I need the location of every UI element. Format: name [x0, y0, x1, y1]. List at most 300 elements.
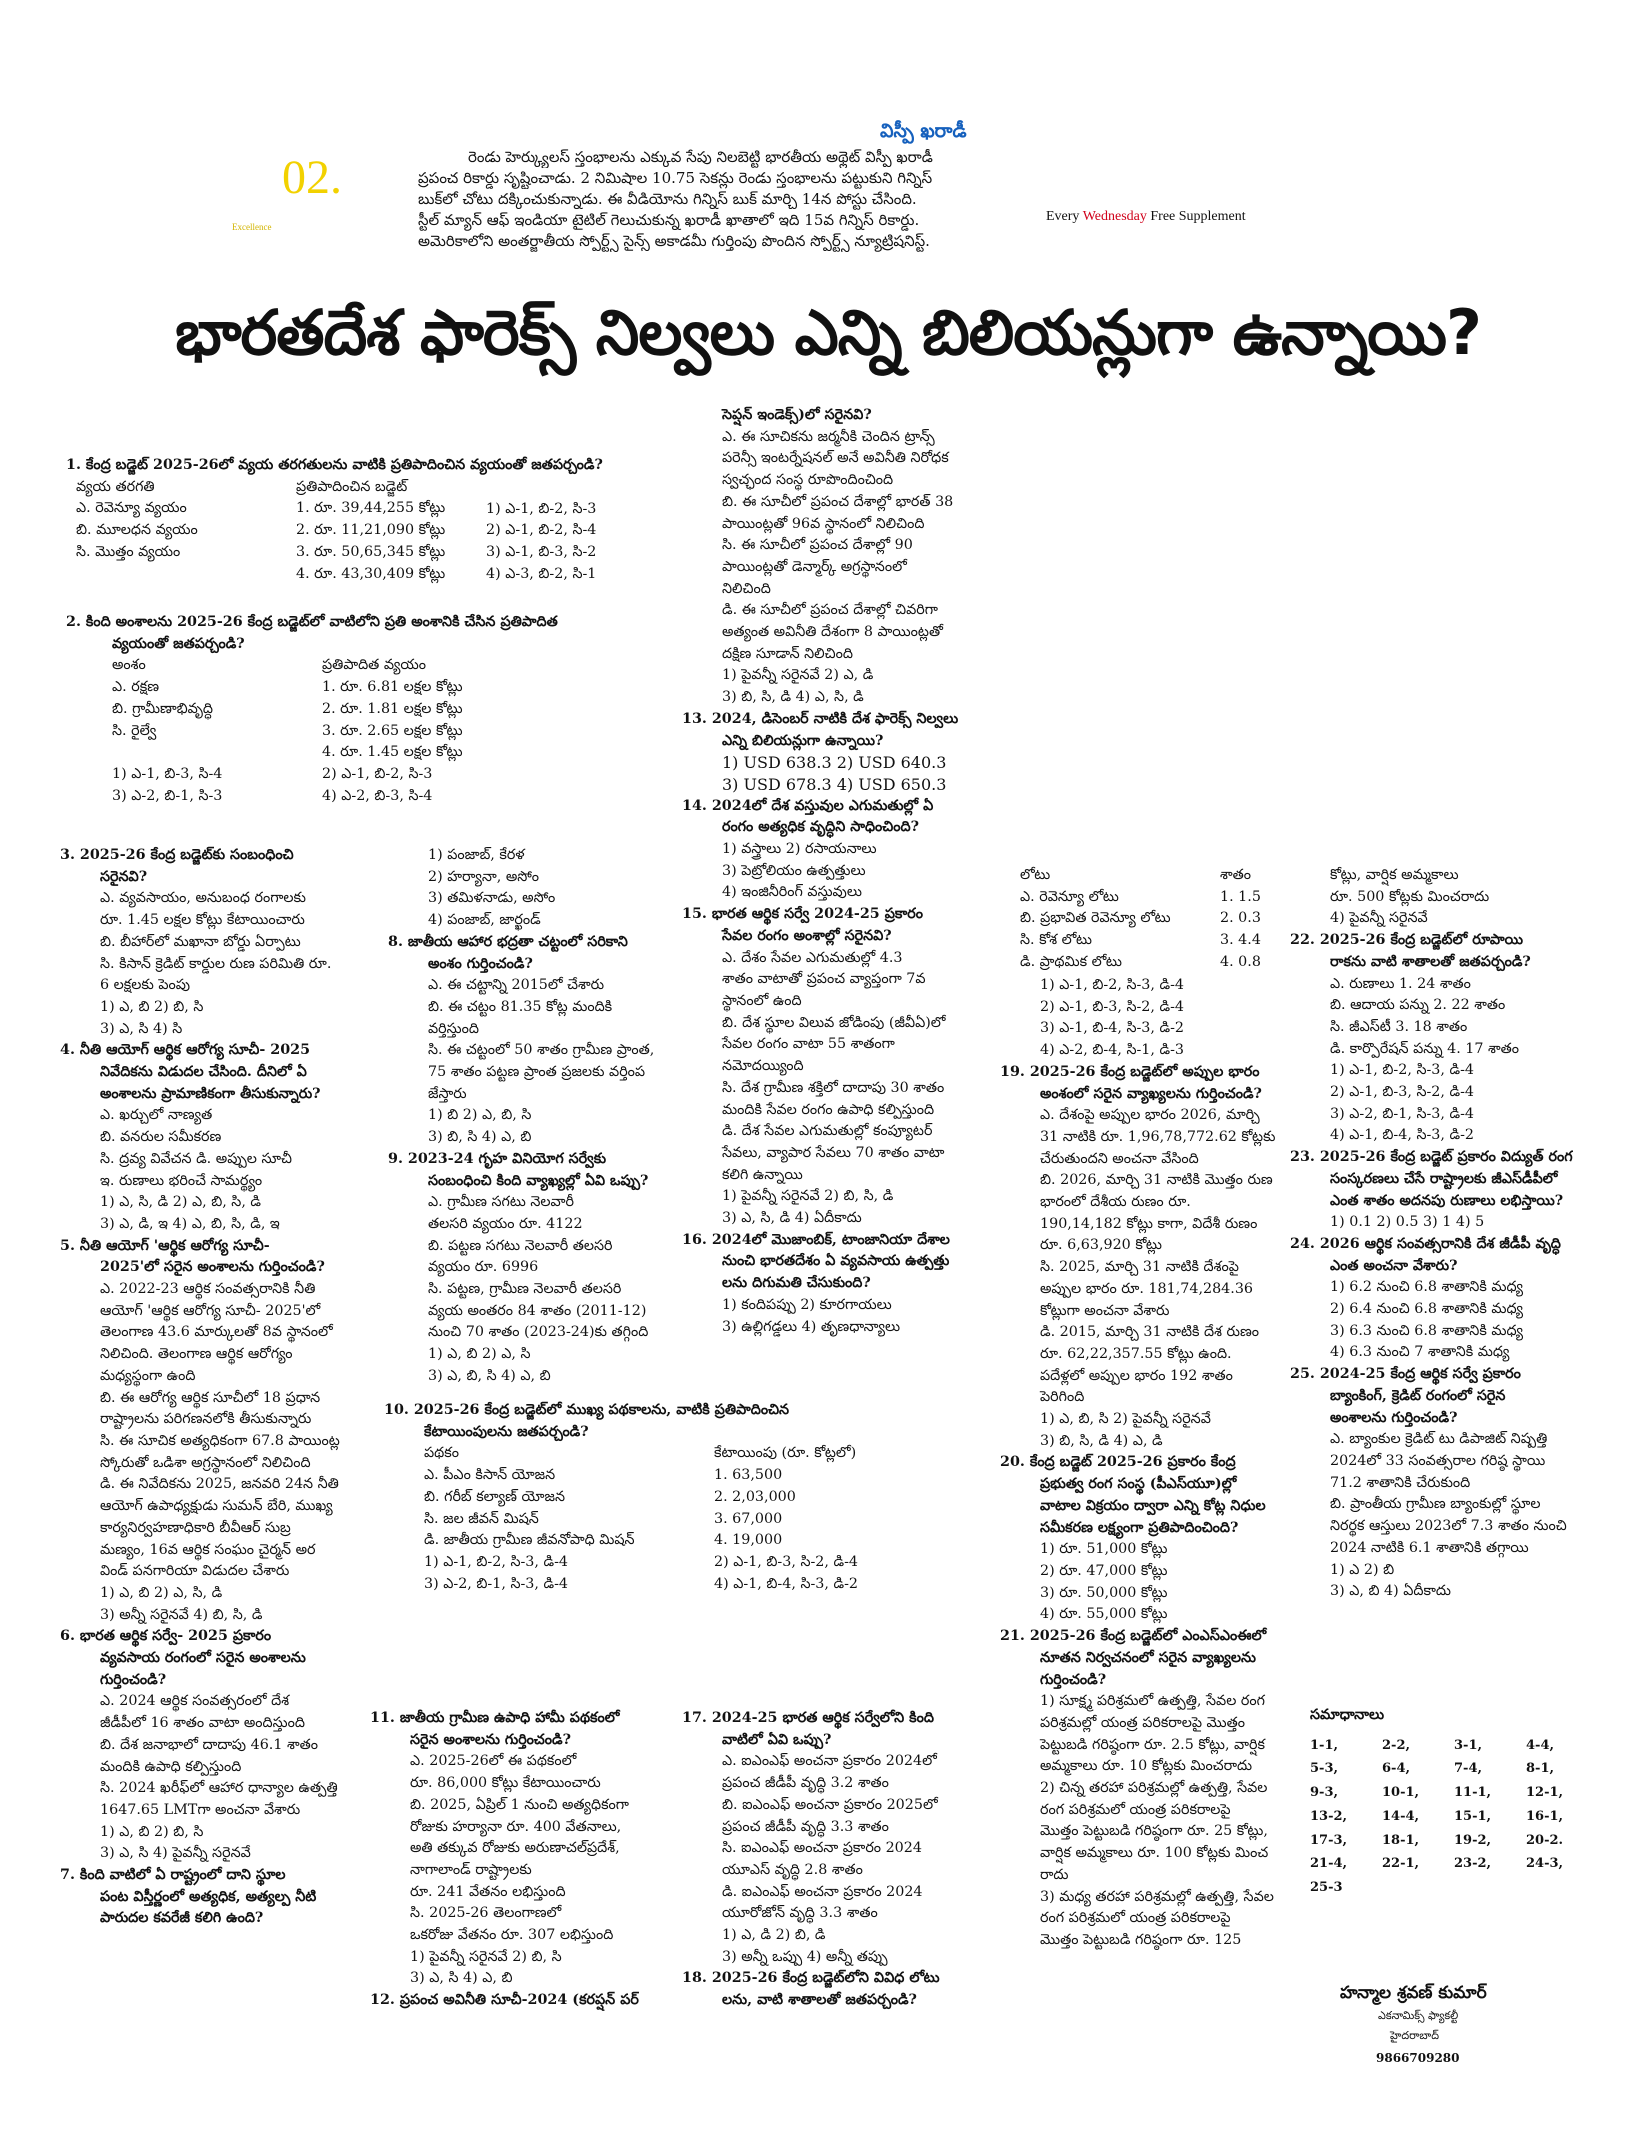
question-line: అంశాలను ప్రామాణికంగా తీసుకున్నారు?	[100, 1085, 321, 1102]
option-line: బి. ఈ చట్టం 81.35 కోట్ల మందికి	[428, 998, 613, 1015]
answer-item: 25-3	[1310, 1879, 1343, 1895]
question-line: నుంచి భారతదేశం ఏ వ్యవసాయ ఉత్పత్తు	[722, 1253, 950, 1270]
profile-line: ప్రపంచ రికార్డు సృష్టించాడు. 2 నిమిషాల 10.75 సెకన్లు రెండు స్తంభాలను పట్టుకుని గిన్నిస్	[418, 169, 933, 187]
option-line: 1) ఎ, బి 2) ఎ, సి, డి	[100, 1584, 223, 1601]
question-2	[66, 612, 666, 807]
option-line: 1) ఎ, సి, డి 2) ఎ, బి, సి, డి	[100, 1194, 262, 1211]
supplement-day: Wednesday	[1082, 209, 1147, 224]
profile-line: అమెరికాలోని అంతర్జాతీయ స్పోర్ట్స్ సైన్స్ అకాడమీ గుర్తింపు పొందిన స్పోర్ట్స్ న్యూట్రిషనిస్ట్.	[418, 232, 930, 250]
option-line: బి. ఈ ఆరోగ్య ఆర్థిక సూచీలో 18 ప్రధాన	[100, 1389, 321, 1406]
q1-option: 2) ఎ-1, బి-2, సి-4	[486, 522, 597, 539]
option-line: నమోదయ్యింది	[722, 1058, 804, 1075]
option-line: మణ్యం, 16వ ఆర్థిక సంఘం చైర్మన్ అర	[100, 1541, 316, 1558]
author-phone: 9866709280	[1376, 2051, 1460, 2065]
option-line: వర్తిస్తుంది	[428, 1020, 479, 1037]
question-line: గుర్తించండి?	[100, 1671, 167, 1688]
question-1-text: 1. కేంద్ర బడ్జెట్ 2025-26లో వ్యయ తరగతులను వాటికి ప్రతిపాదించిన వ్యయంతో జతపర్చండి?	[66, 457, 603, 473]
question-2-text: 2. కింది అంశాలను 2025-26 కేంద్ర బడ్జెట్‌లో వాటిలోని ప్రతి అంశానికి చేసిన ప్రతిపాదిత	[66, 614, 558, 630]
q1-left-item: బి. మూలధన వ్యయం	[76, 522, 198, 539]
question-10-text: 10. 2025-26 కేంద్ర బడ్జెట్‌లో ముఖ్య పథకాలను, వాటికి ప్రతిపాదించిన	[384, 1402, 790, 1418]
option-line: సి. ద్రవ్య వివేచన డి. అప్పుల సూచీ	[100, 1150, 293, 1167]
option-line: రూ. 86,000 కోట్లు కేటాయించారు	[410, 1775, 601, 1792]
option-line: సి. 2025-26 తెలంగాణలో	[410, 1905, 562, 1922]
q18-row-value: 2. 0.3	[1220, 910, 1261, 927]
question-line: 8. జాతీయ ఆహార భద్రతా చట్టంలో సరికాని	[388, 933, 628, 950]
answers-grid	[1310, 1735, 1600, 1899]
option-line: తెలంగాణ 43.6 మార్కులతో 8వ స్థానంలో	[100, 1324, 333, 1341]
q2-left-column	[112, 655, 322, 764]
option-line: 2) ఎ-1, బి-3, సి-2, డి-4	[1040, 998, 1184, 1015]
option-line: ఎ. వ్యవసాయం, అనుబంధ రంగాలకు	[100, 890, 306, 907]
answer-item: 4-4,	[1526, 1737, 1555, 1753]
option-line: పదేళ్లలో అప్పుల భారం 192 శాతం	[1040, 1367, 1233, 1384]
answer-item: 11-1,	[1454, 1785, 1492, 1801]
question-line: 6. భారత ఆర్థిక సర్వే- 2025 ప్రకారం	[60, 1628, 272, 1645]
option-line: డి. ఐఎంఎఫ్ అంచనా ప్రకారం 2024	[722, 1883, 923, 1900]
option-line: బి. బీహార్‌లో మఖానా బోర్డు ఏర్పాటు	[100, 933, 301, 950]
option-line: ఎ. ఈ చట్టాన్ని 2015లో చేశారు	[428, 977, 605, 994]
option-line: అత్యంత అవినీతి దేశంగా 8 పాయింట్లతో	[722, 624, 943, 641]
option-line: 3) ఎ, బి, సి 4) ఎ, బి	[428, 1367, 551, 1384]
q1-left-item: ఎ. రెవెన్యూ వ్యయం	[76, 500, 187, 517]
q2-right-item: 1. రూ. 6.81 లక్షల కోట్లు	[322, 679, 463, 696]
option-line: అప్పుల భారం రూ. 181,74,284.36	[1040, 1280, 1254, 1297]
answer-item: 22-1,	[1382, 1856, 1420, 1872]
option-line: 31 నాటికి రూ. 1,96,78,772.62 కోట్లకు	[1040, 1128, 1276, 1145]
option-line: 1) ఎ 2) బి	[1330, 1561, 1395, 1578]
option-line: 3) అన్నీ సరైనవే 4) బి, సి, డి	[100, 1606, 263, 1623]
question-line: అంశాలను గుర్తించండి?	[1330, 1409, 1458, 1426]
profile-text	[418, 147, 978, 252]
q2-left-item: బి. గ్రామీణాభివృద్ధి	[112, 700, 213, 717]
option-line: బి. దేశ స్థూల విలువ జోడింపు (జీవీఏ)లో	[722, 1014, 946, 1031]
option-line: 2024లో 33 సంవత్సరాల గరిష్ఠ స్థాయి	[1330, 1452, 1546, 1469]
answer-item: 24-3,	[1526, 1856, 1564, 1872]
option-line: కోట్లుగా అంచనా వేశారు	[1040, 1302, 1170, 1319]
option-line: రూ. 241 వేతనం లభిస్తుంది	[410, 1883, 566, 1900]
option-line: డి. ఈ సూచీలో ప్రపంచ దేశాల్లో చివరిగా	[722, 602, 938, 619]
q18-row-label: డి. ప్రాథమిక లోటు	[1020, 953, 1122, 970]
option-line: ఎ. 2025-26లో ఈ పథకంలో	[410, 1753, 577, 1770]
q18-header-right: శాతం	[1220, 867, 1251, 883]
answer-item: 6-4,	[1382, 1761, 1411, 1777]
option-line: 6 లక్షలకు పెంపు	[100, 977, 191, 994]
option-line: 1) ఎ, బి 2) ఎ, సి	[428, 1346, 531, 1363]
option-line: 2) ఎ-1, బి-3, సి-2, డి-4	[1330, 1084, 1474, 1101]
answer-item: 2-2,	[1382, 1737, 1411, 1753]
option-line: ఆయోగ్ 'ఆర్థిక ఆరోగ్య సూచీ- 2025'లో	[100, 1302, 321, 1319]
option-line: బి. 2025, ఏప్రిల్ 1 నుంచి అత్యధికంగా	[410, 1796, 629, 1813]
option-line: బి. 2026, మార్చి 31 నాటికి మొత్తం రుణ	[1040, 1172, 1273, 1189]
option-line: ప్రపంచ జీడీపీ వృద్ధి 3.2 శాతం	[722, 1775, 889, 1792]
question-line: వాటిలో ఏవి ఒప్పు?	[722, 1731, 832, 1748]
question-line: లను దిగుమతి చేసుకుంది?	[722, 1275, 871, 1292]
option-line: ఎ. దేశం సేవల ఎగుమతుల్లో 4.3	[722, 949, 903, 966]
q2-options	[66, 764, 666, 807]
option-line: పరెన్సీ ఇంటర్నేషనల్ అనే అవినీతి నిరోధక	[722, 450, 949, 467]
option-line: 1) 0.1 2) 0.5 3) 1 4) 5	[1330, 1214, 1485, 1231]
option-line: 1) సూక్ష్మ పరిశ్రమలో ఉత్పత్తి, సేవల రంగ	[1040, 1693, 1265, 1710]
option-line: అమ్మకాలు రూ. 10 కోట్లకు మించరాదు	[1040, 1758, 1253, 1775]
option-line: 2) చిన్న తరహా పరిశ్రమల్లో ఉత్పత్తి, సేవల	[1040, 1780, 1268, 1797]
brand-label: Excellence	[232, 222, 272, 232]
question-1	[66, 455, 666, 586]
option-line: 1) ఎ-1, బి-2, సి-3, డి-4	[1330, 1062, 1474, 1079]
question-line: ఎంత శాతం అదనపు రుణాలు లభిస్తాయి?	[1330, 1192, 1564, 1209]
option-line: 2) 6.4 నుంచి 6.8 శాతానికి మధ్య	[1330, 1301, 1524, 1318]
author-city: హైదరాబాద్	[1390, 2029, 1439, 2042]
page-headline: భారతదేశ ఫారెక్స్ నిల్వలు ఎన్ని బిలియన్లుగా ఉన్నాయి?	[175, 296, 1481, 369]
option-line: బి. దేశ జనాభాలో దాదాపు 46.1 శాతం	[100, 1736, 318, 1753]
option-line: 4) ఎ-1, బి-4, సి-3, డి-2	[1330, 1127, 1474, 1144]
question-line: పారుదల కవరేజీ కలిగి ఉంది?	[100, 1910, 264, 1927]
option-line: రంగ పరిశ్రమలో యంత్ర పరికరాలపై	[1040, 1910, 1231, 1927]
option-line: సి. దేశ గ్రామీణ శక్తిలో దాదాపు 30 శాతం	[722, 1079, 945, 1096]
answer-item: 13-2,	[1310, 1808, 1348, 1824]
q18-header-left: లోటు	[1020, 867, 1051, 883]
question-line: 3. 2025-26 కేంద్ర బడ్జెట్‌కు సంబంధించి	[60, 847, 294, 863]
q18-row-value: 4. 0.8	[1220, 953, 1261, 970]
option-line: 1) ఎ, బి 2) బి, సి	[100, 998, 204, 1015]
option-line: 1) పైవన్నీ సరైనవే 2) బి, సి, డి	[722, 1188, 894, 1205]
question-line: సరైనవి?	[100, 868, 148, 885]
answer-item: 17-3,	[1310, 1832, 1348, 1848]
question-line: 22. 2025-26 కేంద్ర బడ్జెట్‌లో రూపాయి	[1290, 932, 1523, 949]
option-line: సి. జీఎస్‌టీ 3. 18 శాతం	[1330, 1018, 1468, 1035]
question-line: లను, వాటి శాతాలతో జతపర్చండి?	[722, 1992, 917, 2009]
option-line: 3) ఎ, సి 4) పైవన్నీ సరైనవే	[100, 1845, 251, 1862]
option-line: సి. 2025, మార్చి 31 నాటికి దేశంపై	[1040, 1259, 1239, 1276]
q10-right-column	[714, 1443, 974, 1595]
option-line: శాతం వాటాతో ప్రపంచ వ్యాప్తంగా 7వ	[722, 971, 926, 988]
answer-item: 1-1,	[1310, 1737, 1339, 1753]
option-line: 1) ఎ, బి, సి 2) పైవన్నీ సరైనవే	[1040, 1411, 1211, 1428]
option-line: 4) పైవన్నీ సరైనవే	[1330, 910, 1428, 927]
option-line: సి. ఈ సూచీలో ప్రపంచ దేశాల్లో 90	[722, 537, 913, 554]
option-line: 1) వస్త్రాలు 2) రసాయనాలు	[722, 841, 877, 858]
answer-item: 7-4,	[1454, 1761, 1483, 1777]
option-line: పాయింట్లతో డెన్మార్క్ అగ్రస్థానంలో	[722, 558, 907, 575]
option-line: వ్యయం రూ. 6996	[428, 1259, 539, 1276]
option-line: ఎ. రుణాలు 1. 24 శాతం	[1330, 975, 1471, 992]
option-line: 3) ఎ-2, బి-1, సి-3, డి-4	[1330, 1105, 1474, 1122]
q1-header-right: ప్రతిపాదించిన బడ్జెట్	[296, 478, 408, 495]
option-line: 4) 6.3 నుంచి 7 శాతానికి మధ్య	[1330, 1344, 1510, 1361]
q1-options	[486, 477, 656, 586]
option-line: స్కోరుతో ఒడిశా అగ్రస్థానంలో నిలిచింది	[100, 1454, 311, 1471]
option-line: 4) ఇంజినీరింగ్ వస్తువులు	[722, 884, 862, 901]
author-name: హన్మాల శ్రవణ్ కుమార్	[1340, 1983, 1487, 2003]
question-line: 20. కేంద్ర బడ్జెట్ 2025-26 ప్రకారం కేంద్ర	[1000, 1454, 1236, 1471]
q1-option: 4) ఎ-3, బి-2, సి-1	[486, 565, 597, 582]
supplement-tagline	[1046, 209, 1246, 225]
q10-option: 3) ఎ-2, బి-1, సి-3, డి-4	[424, 1575, 568, 1592]
option-line: 3) ఉల్లిగడ్డలు 4) తృణధాన్యాలు	[722, 1318, 901, 1335]
option-line: నిరర్థక ఆస్తులు 2023లో 7.3 శాతం నుంచి	[1330, 1518, 1567, 1535]
q10-right-item: 1. 63,500	[714, 1467, 783, 1484]
option-line: 1) పంజాబ్, కేరళ	[428, 847, 525, 863]
answer-item: 19-2,	[1454, 1832, 1492, 1848]
option-line: స్వచ్ఛంద సంస్థ రూపొందించింది	[722, 472, 894, 489]
option-line: 1) ఎ-1, బి-2, సి-3, డి-4	[1040, 977, 1184, 993]
q10-option: 2) ఎ-1, బి-3, సి-2, డి-4	[714, 1553, 858, 1570]
option-line: భారంలో దేశీయ రుణం రూ.	[1040, 1194, 1191, 1211]
option-line: బి. వనరుల సమీకరణ	[100, 1129, 222, 1146]
question-line: 13. 2024, డిసెంబర్ నాటికి దేశ ఫారెక్స్ నిల్వలు	[682, 710, 959, 727]
option-line: సి. ఈ చట్టంలో 50 శాతం గ్రామీణ ప్రాంత,	[428, 1042, 655, 1059]
option-line: 1) రూ. 51,000 కోట్లు	[1040, 1541, 1168, 1558]
option-line: 3) బి, సి 4) ఎ, బి	[428, 1129, 532, 1146]
q18-row-label: బి. ప్రభావిత రెవెన్యూ లోటు	[1020, 910, 1171, 927]
option-line: 3) బి, సి, డి 4) ఎ, డి	[1040, 1432, 1163, 1449]
option-line: దక్షిణ సూడాన్ నిలిచింది	[722, 645, 853, 662]
option-line: సేవల రంగం వాటా 55 శాతంగా	[722, 1036, 895, 1053]
profile-name: విస్పీ ఖరాడీ	[880, 120, 967, 142]
q2-header-left: అంశం	[112, 657, 146, 674]
option-line: మొత్తం పెట్టుబడి గరిష్ఠంగా రూ. 125	[1040, 1931, 1242, 1948]
answer-item: 20-2.	[1526, 1832, 1564, 1848]
option-line: రూ. 6,63,920 కోట్లు	[1040, 1237, 1162, 1254]
answer-item: 3-1,	[1454, 1737, 1483, 1753]
question-line: నివేదికను విడుదల చేసింది. దీనిలో ఏ	[100, 1064, 307, 1081]
q2-right-item: 2. రూ. 1.81 లక్షల కోట్లు	[322, 700, 463, 717]
q10-left-item: బి. గరీబ్ కల్యాణ్ యోజన	[424, 1488, 565, 1505]
q2-option: 4) ఎ-2, బి-3, సి-4	[322, 787, 433, 804]
option-line: పెరిగింది	[1040, 1389, 1085, 1406]
option-line: సి. ఐఎంఎఫ్ అంచనా ప్రకారం 2024	[722, 1840, 922, 1857]
q10-right-item: 4. 19,000	[714, 1532, 783, 1549]
question-line: 23. 2025-26 కేంద్ర బడ్జెట్ ప్రకారం విద్యుత్ రంగ	[1290, 1149, 1573, 1166]
option-line: 3) ఎ, సి 4) ఎ, బి	[410, 1970, 513, 1987]
q10-left-item: సి. జల జీవన్ మిషన్	[424, 1510, 539, 1527]
question-line: 24. 2026 ఆర్థిక సంవత్సరానికి దేశ జీడీపీ వృద్ధి	[1290, 1235, 1561, 1252]
option-line: 3) ఎ, సి 4) సి	[100, 1020, 183, 1037]
answer-item: 10-1,	[1382, 1785, 1420, 1801]
question-line: 19. 2025-26 కేంద్ర బడ్జెట్‌లో అప్పుల భారం	[1000, 1063, 1260, 1080]
question-line: 2025'లో సరైన అంశాలను గుర్తించండి?	[100, 1259, 325, 1276]
option-line: మందికి సేవల రంగం ఉపాధి కల్పిస్తుంది	[722, 1101, 935, 1118]
option-line: 3) రూ. 50,000 కోట్లు	[1040, 1584, 1168, 1601]
option-line: డి. కార్పొరేషన్ పన్ను 4. 17 శాతం	[1330, 1040, 1520, 1057]
option-line: 1) USD 638.3 2) USD 640.3	[722, 753, 947, 773]
option-line: 1) పైవన్నీ సరైనవే 2) ఎ, డి	[722, 667, 874, 684]
option-line: 3) ఎ, సి, డి 4) ఏదీకాదు	[722, 1210, 862, 1227]
option-line: డి. ఈ నివేదికను 2025, జనవరి 24న నీతి	[100, 1476, 339, 1493]
option-line: తలసరి వ్యయం రూ. 4122	[428, 1215, 583, 1232]
question-line: రంగం అత్యధిక వృద్ధిని సాధించింది?	[722, 819, 919, 836]
question-line: 4. నీతి ఆయోగ్ ఆర్థిక ఆరోగ్య సూచీ- 2025	[60, 1042, 311, 1059]
q10-left-column	[424, 1443, 714, 1595]
question-line: ఎన్ని బిలియన్లుగా ఉన్నాయి?	[722, 732, 884, 749]
option-line: బి. ఐఎంఎఫ్ అంచనా ప్రకారం 2025లో	[722, 1796, 938, 1813]
q2-option: 1) ఎ-1, బి-3, సి-4	[112, 765, 223, 782]
question-line: 11. జాతీయ గ్రామీణ ఉపాధి హామీ పథకంలో	[370, 1710, 620, 1726]
option-line: బి. పట్టణ సగటు నెలవారీ తలసరి	[428, 1237, 613, 1254]
option-line: ఎ. ఐఎంఎఫ్ అంచనా ప్రకారం 2024లో	[722, 1753, 937, 1770]
profile-line: బుక్‌లో చోటు దక్కించుకున్నాడు. ఈ వీడియోను గిన్నిస్ బుక్ మార్చి 14న పోస్టు చేసింది.	[418, 190, 917, 208]
column-3	[682, 405, 1000, 1338]
q2-option: 3) ఎ-2, బి-1, సి-3	[112, 787, 223, 804]
option-line: 1) ఎ, బి 2) బి, సి	[100, 1823, 204, 1840]
option-line: చేరుతుందని అంచనా వేసింది	[1040, 1150, 1199, 1167]
q2-left-item: ఎ. రక్షణ	[112, 679, 160, 696]
option-line: సి. 2024 ఖరీఫ్‌లో ఆహార ధాన్యాల ఉత్పత్తి	[100, 1780, 338, 1797]
q1-right-item: 3. రూ. 50,65,345 కోట్లు	[296, 543, 446, 560]
option-line: డి. 2015, మార్చి 31 నాటికి దేశ రుణం	[1040, 1324, 1260, 1341]
option-line: 3) ఎ, బి 4) ఏదీకాదు	[1330, 1583, 1451, 1600]
option-line: కలిగి ఉన్నాయి	[722, 1166, 803, 1183]
option-line: 75 శాతం పట్టణ ప్రాంత ప్రజలకు వర్తింప	[428, 1064, 646, 1081]
option-line: నుంచి 70 శాతం (2023-24)కు తగ్గింది	[428, 1324, 649, 1341]
q10-left-item: ఎ. పీఎం కిసాన్ యోజన	[424, 1467, 556, 1484]
option-line: రాదు	[1040, 1866, 1069, 1883]
question-line: రాకను వాటి శాతాలతో జతపర్చండి?	[1330, 953, 1531, 970]
option-line: 4) పంజాబ్, జార్ఖండ్	[428, 912, 541, 929]
option-line: రాష్ట్రాలను పరిగణనలోకి తీసుకున్నారు	[100, 1411, 312, 1428]
question-line: పంట విస్తీర్ణంలో అత్యధిక, అత్యల్ప నీటి	[100, 1888, 317, 1905]
profile-line: రెండు హెర్క్యులస్ స్తంభాలను ఎక్కువ సేపు నిలబెట్టి భారతీయ అథ్లెట్ విస్పీ ఖరాడీ	[468, 148, 933, 166]
q10-header-right: కేటాయింపు (రూ. కోట్లలో)	[714, 1445, 857, 1462]
q18-row-value: 3. 4.4	[1220, 932, 1261, 949]
answer-item: 5-3,	[1310, 1761, 1339, 1777]
question-line: 14. 2024లో దేశ వస్తువుల ఎగుమతుల్లో ఏ	[682, 797, 934, 814]
option-line: 4) రూ. 55,000 కోట్లు	[1040, 1606, 1168, 1623]
option-line: ప్రపంచ జీడీపీ వృద్ధి 3.3 శాతం	[722, 1818, 889, 1835]
column-5	[1290, 865, 1600, 1603]
supplement-prefix: Every	[1046, 209, 1083, 224]
option-line: 3) అన్నీ ఒప్పు 4) అన్నీ తప్పు	[722, 1948, 888, 1965]
q2-right-column	[322, 655, 572, 764]
option-line: ఎ. ఈ సూచికను జర్మనీకి చెందిన ట్రాన్స్	[722, 428, 935, 445]
question-line: 25. 2024-25 కేంద్ర ఆర్థిక సర్వే ప్రకారం	[1290, 1366, 1521, 1383]
option-line: సి. ఈ సూచిక అత్యధికంగా 67.8 పాయింట్ల	[100, 1432, 340, 1449]
option-line: ఎ. గ్రామీణ సగటు నెలవారీ	[428, 1194, 574, 1211]
option-line: 2) రూ. 47,000 కోట్లు	[1040, 1562, 1168, 1579]
q1-right-item: 4. రూ. 43,30,409 కోట్లు	[296, 565, 446, 582]
q18-row-value: 1. 1.5	[1220, 888, 1261, 905]
q1-header-left: వ్యయ తరగతి	[76, 478, 155, 495]
option-line: నిలిచింది	[722, 580, 771, 597]
option-line: ఆయోగ్ ఉపాధ్యక్షుడు సుమన్ బేరి, ముఖ్య	[100, 1498, 333, 1515]
q1-option: 1) ఎ-1, బి-2, సి-3	[486, 500, 597, 517]
q10-option: 4) ఎ-1, బి-4, సి-3, డి-2	[714, 1575, 858, 1592]
q1-option: 3) ఎ-1, బి-3, సి-2	[486, 544, 597, 561]
q18-row-label: సి. కోశ లోటు	[1020, 932, 1092, 949]
question-10	[384, 1400, 984, 1595]
q10-right-item: 3. 67,000	[714, 1510, 783, 1527]
answer-item: 8-1,	[1526, 1761, 1555, 1777]
option-line: స్థానంలో ఉంది	[722, 992, 802, 1009]
option-line: 3) USD 678.3 4) USD 650.3	[722, 774, 947, 794]
option-line: 1) ఎ, డి 2) బి, డి	[722, 1927, 826, 1944]
option-line: కార్యనిర్వహణాధికారి బీవీఆర్ సుబ్ర	[100, 1519, 291, 1536]
option-line: 1) పైవన్నీ సరైనవే 2) బి, సి	[410, 1948, 562, 1965]
supplement-suffix: Free Supplement	[1146, 209, 1246, 224]
q1-left-column	[76, 477, 296, 586]
option-line: మధ్యస్థంగా ఉంది	[100, 1367, 196, 1384]
option-line: 3) ఎ, డి, ఇ 4) ఎ, బి, సి, డి, ఇ	[100, 1215, 280, 1232]
column-3-lower	[682, 1708, 1000, 2012]
page-number: 02.	[282, 151, 342, 204]
option-line: బి. ఈ సూచీలో ప్రపంచ దేశాల్లో భారత్ 38	[722, 493, 954, 510]
q10-right-item: 2. 2,03,000	[714, 1488, 796, 1505]
q1-right-item: 1. రూ. 39,44,255 కోట్లు	[296, 500, 446, 517]
option-line: బి. ప్రాంతీయ గ్రామీణ బ్యాంకుల్లో స్థూల	[1330, 1496, 1541, 1513]
q10-header-left: పథకం	[424, 1445, 459, 1462]
option-line: 1647.65 LMTగా అంచనా వేశారు	[100, 1801, 301, 1818]
option-line: వ్యయ అంతరం 84 శాతం (2011-12)	[428, 1302, 647, 1319]
question-line: 12. ప్రపంచ అవినీతి సూచీ-2024 (కరప్షన్ పర్	[370, 1992, 639, 2009]
question-line: 16. 2024లో మొజాంబిక్, టాంజానియా దేశాల	[682, 1231, 950, 1248]
answer-item: 14-4,	[1382, 1808, 1420, 1824]
q10-option: 1) ఎ-1, బి-2, సి-3, డి-4	[424, 1553, 568, 1570]
option-line: సి. పట్టణ, గ్రామీణ నెలవారీ తలసరి	[428, 1281, 622, 1298]
question-line: 18. 2025-26 కేంద్ర బడ్జెట్‌లోని వివిధ లోటు	[682, 1970, 940, 1987]
question-line: అంశంలో సరైన వ్యాఖ్యలను గుర్తించండి?	[1040, 1085, 1262, 1102]
option-line: బి. ఆదాయ పన్ను 2. 22 శాతం	[1330, 997, 1506, 1014]
option-line: నిలిచింది. తెలంగాణ ఆర్థిక ఆరోగ్యం	[100, 1346, 293, 1363]
profile-line: స్టీల్ మ్యాన్ ఆఫ్ ఇండియా టైటిల్ గెలుచుకున్న ఖరాడీ ఖాతాలో ఇది 15వ గిన్నిస్ రికార్డు.	[418, 211, 920, 229]
option-line: రూ. 1.45 లక్షల కోట్లు కేటాయించారు	[100, 912, 305, 929]
option-line: వార్షిక అమ్మకాలు రూ. 100 కోట్లకు మించ	[1040, 1845, 1269, 1862]
answers-box	[1310, 1705, 1600, 1899]
answer-item: 12-1,	[1526, 1785, 1564, 1801]
option-line: యూరోజోన్ వృద్ధి 3.3 శాతం	[722, 1905, 878, 1922]
option-line: పరిశ్రమల్లో యంత్ర పరికరాలపై మొత్తం	[1040, 1714, 1245, 1731]
question-line: సేవల రంగం అంశాల్లో సరైనవి?	[722, 927, 892, 944]
option-line: సి. కిసాన్ క్రెడిట్ కార్డుల రుణ పరిమితి రూ.	[100, 955, 332, 972]
column-4	[1000, 975, 1300, 1952]
q2-option: 2) ఎ-1, బి-2, సి-3	[322, 765, 433, 782]
option-line: ఎ. 2024 ఆర్థిక సంవత్సరంలో దేశ	[100, 1693, 290, 1710]
column-2-lower	[370, 1708, 680, 2012]
option-line: రూ. 62,22,357.55 కోట్లు ఉంది.	[1040, 1345, 1232, 1362]
option-line: ఎ. ఖర్చులో నాణ్యత	[100, 1107, 213, 1124]
q1-right-item: 2. రూ. 11,21,090 కోట్లు	[296, 522, 446, 539]
option-line: 3) బి, సి, డి 4) ఎ, సి, డి	[722, 689, 864, 706]
q2-left-item: సి. రైల్వే	[112, 722, 157, 739]
option-line: 190,14,182 కోట్లు కాగా, విదేశీ రుణం	[1040, 1215, 1258, 1232]
option-line: కోట్లు, వార్షిక అమ్మకాలు	[1330, 867, 1459, 883]
option-line: 4) ఎ-2, బి-4, సి-1, డి-3	[1040, 1042, 1184, 1059]
q1-left-item: సి. మొత్తం వ్యయం	[76, 543, 181, 560]
option-line: 3) తమిళనాడు, అసోం	[428, 890, 556, 907]
option-line: రూ. 500 కోట్లకు మించరాదు	[1330, 888, 1490, 905]
option-line: యూఎస్ వృద్ధి 2.8 శాతం	[722, 1861, 863, 1878]
option-line: 71.2 శాతానికి చేరుకుంది	[1330, 1474, 1471, 1491]
option-line: మందికి ఉపాధి కల్పిస్తుంది	[100, 1758, 242, 1775]
option-line: జీడీపీలో 16 శాతం వాటా అందిస్తుంది	[100, 1715, 305, 1732]
question-line: సెప్షన్ ఇండెక్స్)లో సరైనవి?	[722, 407, 872, 423]
answer-item: 23-2,	[1454, 1856, 1492, 1872]
question-line: నూతన నిర్వచనంలో సరైన వ్యాఖ్యలను	[1040, 1649, 1256, 1666]
option-line: పాయింట్లతో 96వ స్థానంలో నిలిచింది	[722, 515, 925, 532]
option-line: పెట్టుబడి గరిష్ఠంగా రూ. 2.5 కోట్లు, వార్షిక	[1040, 1736, 1265, 1753]
option-line: ఒకరోజు వేతనం రూ. 307 లభిస్తుంది	[410, 1927, 614, 1944]
question-line: 7. కింది వాటిలో ఏ రాష్ట్రంలో దాని స్థూల	[60, 1867, 286, 1884]
q2-right-item: 3. రూ. 2.65 లక్షల కోట్లు	[322, 722, 463, 739]
option-line: ఇ. రుణాలు భరించే సామర్థ్యం	[100, 1172, 263, 1189]
question-line: సమీకరణ లక్ష్యంగా ప్రతిపాదించింది?	[1040, 1519, 1239, 1536]
q2-right-item: 4. రూ. 1.45 లక్షల కోట్లు	[322, 744, 463, 761]
option-line: విండ్ పనగారియా విడుదల చేశారు	[100, 1563, 290, 1580]
column-1	[60, 845, 380, 1930]
option-line: 1) బి 2) ఎ, బి, సి	[428, 1107, 532, 1124]
option-line: 3) పెట్రోలియం ఉత్పత్తులు	[722, 862, 866, 879]
answer-item: 16-1,	[1526, 1808, 1564, 1824]
option-line: జేస్తారు	[428, 1085, 467, 1102]
question-10-text-cont: కేటాయింపులను జతపర్చండి?	[424, 1423, 589, 1440]
